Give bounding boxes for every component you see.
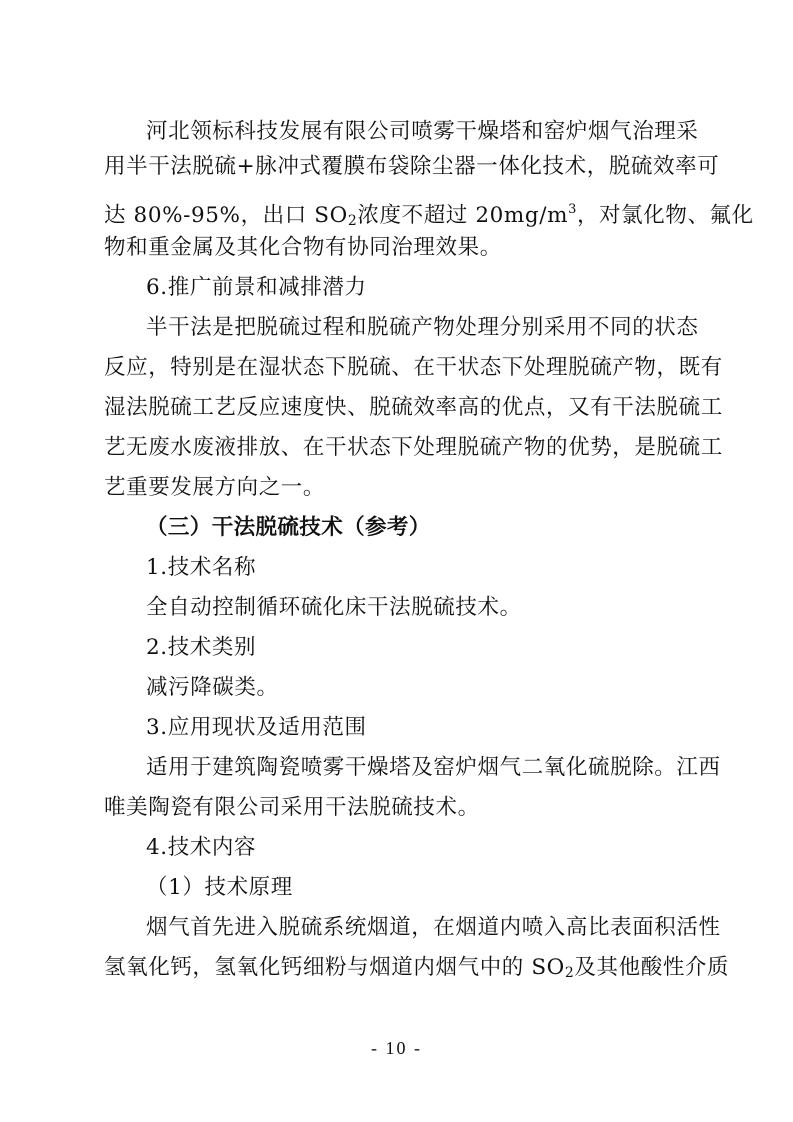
item-heading-3: 3.应用现状及适用范围 bbox=[146, 715, 367, 740]
paragraph-line bbox=[104, 195, 754, 236]
paragraph-line: 河北领标科技发展有限公司喷雾干燥塔和窑炉烟气治理采 bbox=[146, 119, 699, 144]
item-sub-heading: （1）技术原理 bbox=[146, 875, 293, 900]
text-fragment: 浓度不超过 20mg/m bbox=[357, 203, 569, 228]
subscript: 2 bbox=[564, 965, 575, 981]
text-fragment: 及其他酸性介质 bbox=[574, 955, 730, 980]
paragraph-line: 唯美陶瓷有限公司采用干法脱硫技术。 bbox=[104, 795, 480, 820]
section-heading-6: 6.推广前景和减排潜力 bbox=[146, 275, 367, 300]
item-heading-4: 4.技术内容 bbox=[146, 835, 257, 860]
paragraph-line: 湿法脱硫工艺反应速度快、脱硫效率高的优点，又有干法脱硫工 bbox=[104, 395, 723, 420]
text-fragment: 达 80%-95%，出口 SO bbox=[104, 203, 348, 228]
paragraph-line: 物和重金属及其化合物有协同治理效果。 bbox=[104, 235, 502, 260]
page-number: - 10 - bbox=[371, 1038, 422, 1058]
item-text-2: 减污降碳类。 bbox=[146, 675, 279, 700]
paragraph-line: 用半干法脱硫+脉冲式覆膜布袋除尘器一体化技术，脱硫效率可 bbox=[104, 154, 720, 179]
text-fragment: 氢氧化钙，氢氧化钙细粉与烟道内烟气中的 SO bbox=[104, 955, 565, 980]
item-heading-1: 1.技术名称 bbox=[146, 555, 257, 580]
paragraph-line: 艺无废水废液排放、在干状态下处理脱硫产物的优势，是脱硫工 bbox=[104, 435, 723, 460]
paragraph-line: 烟气首先进入脱硫系统烟道，在烟道内喷入高比表面积活性 bbox=[146, 915, 721, 940]
item-heading-2: 2.技术类别 bbox=[146, 635, 257, 660]
superscript: 3 bbox=[568, 202, 577, 217]
paragraph-line: 适用于建筑陶瓷喷雾干燥塔及窑炉烟气二氧化硫脱除。江西 bbox=[146, 755, 721, 780]
subscript: 2 bbox=[347, 213, 358, 229]
paragraph-line: 艺重要发展方向之一。 bbox=[104, 475, 326, 500]
text-fragment: ，对氯化物、氟化 bbox=[576, 203, 754, 228]
section-heading-3: （三）干法脱硫技术（参考） bbox=[146, 515, 431, 540]
paragraph-line: 半干法是把脱硫过程和脱硫产物处理分别采用不同的状态 bbox=[146, 315, 699, 340]
paragraph-line bbox=[104, 953, 729, 988]
item-text-1: 全自动控制循环硫化床干法脱硫技术。 bbox=[146, 595, 522, 620]
paragraph-line: 反应，特别是在湿状态下脱硫、在干状态下处理脱硫产物，既有 bbox=[104, 355, 723, 380]
